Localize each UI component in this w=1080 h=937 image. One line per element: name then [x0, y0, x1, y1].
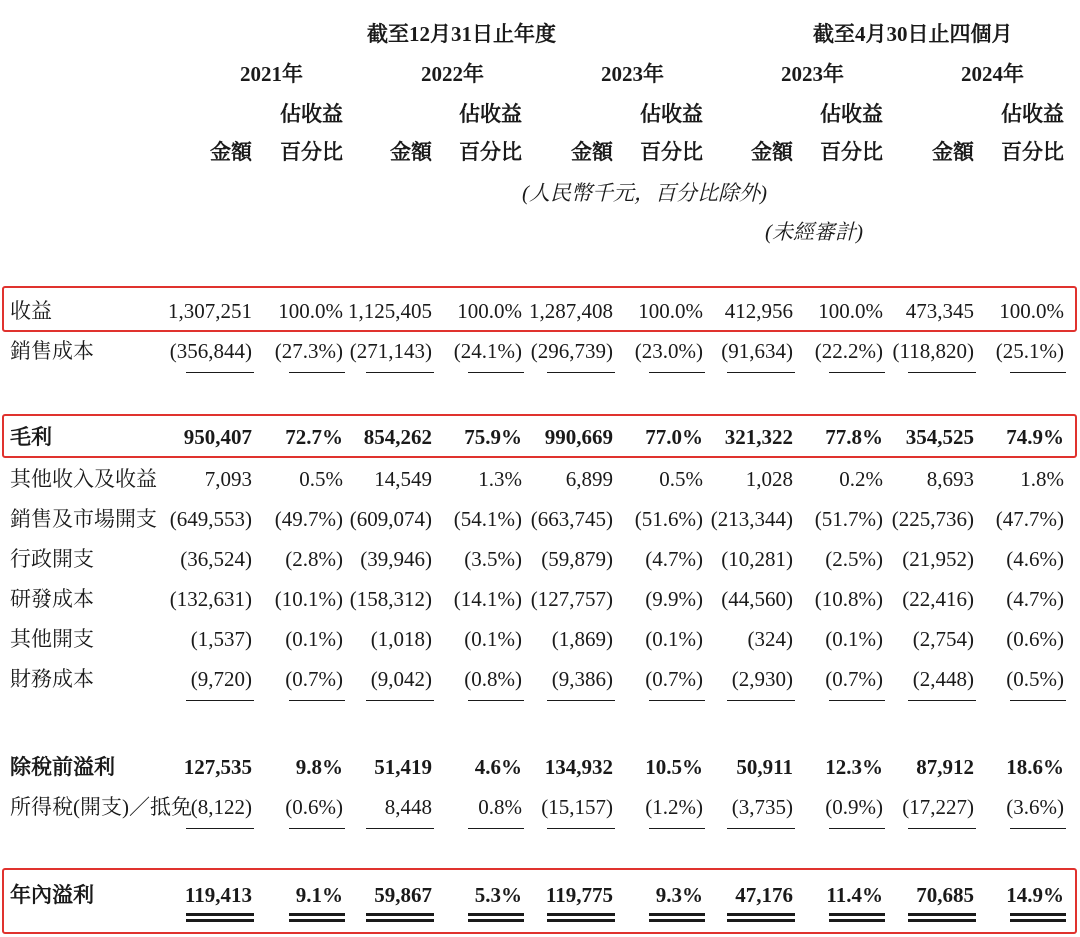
year-label-2023-interim: 2023年: [781, 62, 844, 86]
cell-amount: (271,143): [349, 339, 432, 363]
cell-amount: (225,736): [891, 507, 974, 531]
cell-amount: (132,631): [169, 587, 252, 611]
cell-percentage: 14.9%: [1006, 883, 1064, 907]
cell-percentage: (0.1%): [285, 627, 343, 651]
subtotal-underline: [468, 700, 524, 701]
cell-amount: (1,537): [190, 627, 252, 651]
total-double-underline: [547, 913, 615, 922]
cell-percentage: (10.1%): [274, 587, 343, 611]
cell-percentage: (23.0%): [634, 339, 703, 363]
subtotal-underline: [366, 828, 434, 829]
cell-amount: (2,754): [912, 627, 974, 651]
cell-percentage: (0.7%): [285, 667, 343, 691]
cell-percentage: 5.3%: [474, 883, 522, 907]
cell-percentage: (2.8%): [285, 547, 343, 571]
subtotal-underline: [547, 828, 615, 829]
cell-percentage: 4.6%: [474, 755, 522, 779]
cell-amount: (356,844): [169, 339, 252, 363]
subtotal-underline: [468, 372, 524, 373]
cell-amount: (36,524): [180, 547, 252, 571]
cell-amount: (9,042): [370, 667, 432, 691]
total-double-underline: [829, 913, 885, 922]
cell-amount: 8,693: [926, 467, 974, 491]
subtotal-underline: [727, 828, 795, 829]
cell-amount: 70,685: [916, 883, 974, 907]
cell-percentage: 75.9%: [464, 425, 522, 449]
cell-amount: 47,176: [735, 883, 793, 907]
cell-percentage: 0.5%: [659, 467, 703, 491]
row-label: 其他開支: [10, 627, 94, 651]
cell-amount: (324): [747, 627, 793, 651]
subtotal-underline: [186, 372, 254, 373]
col-header-amount: 金額: [932, 140, 974, 164]
total-double-underline: [1010, 913, 1066, 922]
cell-amount: (663,745): [530, 507, 613, 531]
cell-percentage: (24.1%): [453, 339, 522, 363]
cell-amount: (1,018): [370, 627, 432, 651]
cell-percentage: (51.7%): [814, 507, 883, 531]
cell-amount: (8,122): [190, 795, 252, 819]
group-title-four-months: 截至4月30日止四個月: [813, 22, 1013, 46]
subtotal-underline: [908, 700, 976, 701]
subtotal-underline: [649, 828, 705, 829]
col-header-pct-line1: 佔收益: [459, 102, 522, 126]
cell-percentage: (14.1%): [453, 587, 522, 611]
cell-amount: 127,535: [183, 755, 252, 779]
cell-percentage: 100.0%: [457, 299, 522, 323]
subtotal-underline: [649, 372, 705, 373]
cell-percentage: (51.6%): [634, 507, 703, 531]
cell-percentage: (1.2%): [645, 795, 703, 819]
cell-percentage: (3.5%): [464, 547, 522, 571]
cell-percentage: 10.5%: [645, 755, 703, 779]
cell-percentage: (4.7%): [1006, 587, 1064, 611]
row-label: 財務成本: [10, 667, 94, 691]
row-label: 銷售及市場開支: [10, 507, 157, 531]
row-label: 所得稅(開支)／抵免: [10, 795, 192, 819]
cell-percentage: 9.3%: [655, 883, 703, 907]
cell-percentage: (54.1%): [453, 507, 522, 531]
total-double-underline: [468, 913, 524, 922]
cell-percentage: 1.3%: [478, 467, 522, 491]
cell-amount: (1,869): [551, 627, 613, 651]
total-double-underline: [727, 913, 795, 922]
subtotal-underline: [829, 372, 885, 373]
total-double-underline: [908, 913, 976, 922]
cell-amount: (2,448): [912, 667, 974, 691]
cell-percentage: (0.8%): [464, 667, 522, 691]
cell-percentage: (0.1%): [464, 627, 522, 651]
col-header-amount: 金額: [571, 140, 613, 164]
col-header-pct-line2: 百分比: [459, 140, 522, 164]
col-header-pct-line2: 百分比: [280, 140, 343, 164]
cell-percentage: (49.7%): [274, 507, 343, 531]
cell-percentage: 1.8%: [1020, 467, 1064, 491]
total-double-underline: [289, 913, 345, 922]
cell-percentage: 0.5%: [299, 467, 343, 491]
cell-amount: 119,775: [545, 883, 613, 907]
cell-percentage: 18.6%: [1006, 755, 1064, 779]
cell-percentage: 9.1%: [295, 883, 343, 907]
subtotal-underline: [289, 700, 345, 701]
col-header-amount: 金額: [390, 140, 432, 164]
cell-amount: (649,553): [169, 507, 252, 531]
cell-amount: 6,899: [565, 467, 613, 491]
group-title-year-ended: 截至12月31日止年度: [367, 22, 556, 46]
cell-percentage: 100.0%: [638, 299, 703, 323]
cell-amount: 8,448: [384, 795, 432, 819]
cell-percentage: 77.8%: [825, 425, 883, 449]
cell-percentage: (0.1%): [645, 627, 703, 651]
row-label: 除稅前溢利: [10, 755, 115, 779]
cell-percentage: (0.1%): [825, 627, 883, 651]
cell-amount: 1,307,251: [168, 299, 252, 323]
total-double-underline: [366, 913, 434, 922]
cell-percentage: 12.3%: [825, 755, 883, 779]
cell-amount: 134,932: [544, 755, 613, 779]
cell-percentage: 100.0%: [278, 299, 343, 323]
cell-percentage: 77.0%: [645, 425, 703, 449]
subtotal-underline: [366, 700, 434, 701]
cell-percentage: 100.0%: [999, 299, 1064, 323]
subtotal-underline: [649, 700, 705, 701]
cell-percentage: 11.4%: [826, 883, 883, 907]
cell-percentage: (27.3%): [274, 339, 343, 363]
cell-amount: 854,262: [363, 425, 432, 449]
cell-amount: (296,739): [530, 339, 613, 363]
cell-percentage: (47.7%): [995, 507, 1064, 531]
subtotal-underline: [727, 372, 795, 373]
cell-percentage: (0.7%): [645, 667, 703, 691]
cell-amount: (118,820): [892, 339, 974, 363]
cell-amount: (9,720): [190, 667, 252, 691]
cell-amount: (17,227): [902, 795, 974, 819]
year-label-2022: 2022年: [421, 62, 484, 86]
subtotal-underline: [829, 700, 885, 701]
subtotal-underline: [829, 828, 885, 829]
cell-amount: (15,157): [541, 795, 613, 819]
cell-percentage: (4.6%): [1006, 547, 1064, 571]
subtotal-underline: [727, 700, 795, 701]
subtotal-underline: [289, 828, 345, 829]
unaudited-note: (未經審計): [765, 220, 863, 244]
cell-amount: (59,879): [541, 547, 613, 571]
cell-percentage: (2.5%): [825, 547, 883, 571]
cell-amount: 51,419: [374, 755, 432, 779]
cell-percentage: (9.9%): [645, 587, 703, 611]
col-header-amount: 金額: [751, 140, 793, 164]
col-header-pct-line2: 百分比: [820, 140, 883, 164]
cell-amount: 950,407: [183, 425, 252, 449]
cell-percentage: 9.8%: [295, 755, 343, 779]
subtotal-underline: [1010, 700, 1066, 701]
cell-percentage: 100.0%: [818, 299, 883, 323]
year-label-2021: 2021年: [240, 62, 303, 86]
cell-amount: (44,560): [721, 587, 793, 611]
cell-amount: 473,345: [905, 299, 974, 323]
cell-amount: (609,074): [349, 507, 432, 531]
cell-amount: (158,312): [349, 587, 432, 611]
subtotal-underline: [908, 828, 976, 829]
col-header-pct-line1: 佔收益: [280, 102, 343, 126]
total-double-underline: [649, 913, 705, 922]
col-header-amount: 金額: [210, 140, 252, 164]
cell-percentage: (22.2%): [814, 339, 883, 363]
col-header-pct-line1: 佔收益: [820, 102, 883, 126]
cell-amount: 1,287,408: [529, 299, 613, 323]
cell-amount: (213,344): [710, 507, 793, 531]
row-label: 收益: [10, 299, 52, 323]
cell-amount: 59,867: [374, 883, 432, 907]
row-label: 研發成本: [10, 587, 94, 611]
cell-amount: 50,911: [736, 755, 793, 779]
cell-amount: (91,634): [721, 339, 793, 363]
cell-percentage: 72.7%: [285, 425, 343, 449]
unit-note: (人民幣千元，百分比除外): [522, 181, 767, 205]
cell-percentage: (10.8%): [814, 587, 883, 611]
cell-amount: 990,669: [544, 425, 613, 449]
cell-percentage: 74.9%: [1006, 425, 1064, 449]
cell-percentage: 0.2%: [839, 467, 883, 491]
cell-percentage: 0.8%: [478, 795, 522, 819]
col-header-pct-line1: 佔收益: [1001, 102, 1064, 126]
cell-percentage: (0.6%): [1006, 627, 1064, 651]
subtotal-underline: [468, 828, 524, 829]
cell-amount: 1,028: [745, 467, 793, 491]
col-header-pct-line2: 百分比: [640, 140, 703, 164]
subtotal-underline: [908, 372, 976, 373]
cell-amount: (10,281): [721, 547, 793, 571]
cell-amount: 87,912: [916, 755, 974, 779]
subtotal-underline: [1010, 828, 1066, 829]
cell-amount: 119,413: [184, 883, 252, 907]
cell-percentage: (25.1%): [995, 339, 1064, 363]
col-header-pct-line1: 佔收益: [640, 102, 703, 126]
subtotal-underline: [547, 372, 615, 373]
cell-amount: 14,549: [374, 467, 432, 491]
cell-amount: (2,930): [731, 667, 793, 691]
cell-amount: (22,416): [902, 587, 974, 611]
cell-amount: 321,322: [724, 425, 793, 449]
col-header-pct-line2: 百分比: [1001, 140, 1064, 164]
subtotal-underline: [289, 372, 345, 373]
year-label-2023: 2023年: [601, 62, 664, 86]
row-label: 銷售成本: [10, 339, 94, 363]
subtotal-underline: [186, 700, 254, 701]
subtotal-underline: [1010, 372, 1066, 373]
cell-amount: 7,093: [204, 467, 252, 491]
subtotal-underline: [366, 372, 434, 373]
cell-amount: (3,735): [731, 795, 793, 819]
cell-percentage: (0.5%): [1006, 667, 1064, 691]
row-label: 毛利: [10, 425, 52, 449]
cell-amount: 412,956: [724, 299, 793, 323]
cell-percentage: (3.6%): [1006, 795, 1064, 819]
year-label-2024: 2024年: [961, 62, 1024, 86]
subtotal-underline: [186, 828, 254, 829]
row-label: 其他收入及收益: [10, 467, 157, 491]
cell-amount: (39,946): [360, 547, 432, 571]
cell-percentage: (0.9%): [825, 795, 883, 819]
cell-amount: 354,525: [905, 425, 974, 449]
total-double-underline: [186, 913, 254, 922]
row-label: 年內溢利: [10, 883, 94, 907]
cell-percentage: (4.7%): [645, 547, 703, 571]
row-label: 行政開支: [10, 547, 94, 571]
cell-percentage: (0.7%): [825, 667, 883, 691]
cell-amount: (9,386): [551, 667, 613, 691]
cell-percentage: (0.6%): [285, 795, 343, 819]
cell-amount: (21,952): [902, 547, 974, 571]
cell-amount: (127,757): [530, 587, 613, 611]
cell-amount: 1,125,405: [348, 299, 432, 323]
subtotal-underline: [547, 700, 615, 701]
